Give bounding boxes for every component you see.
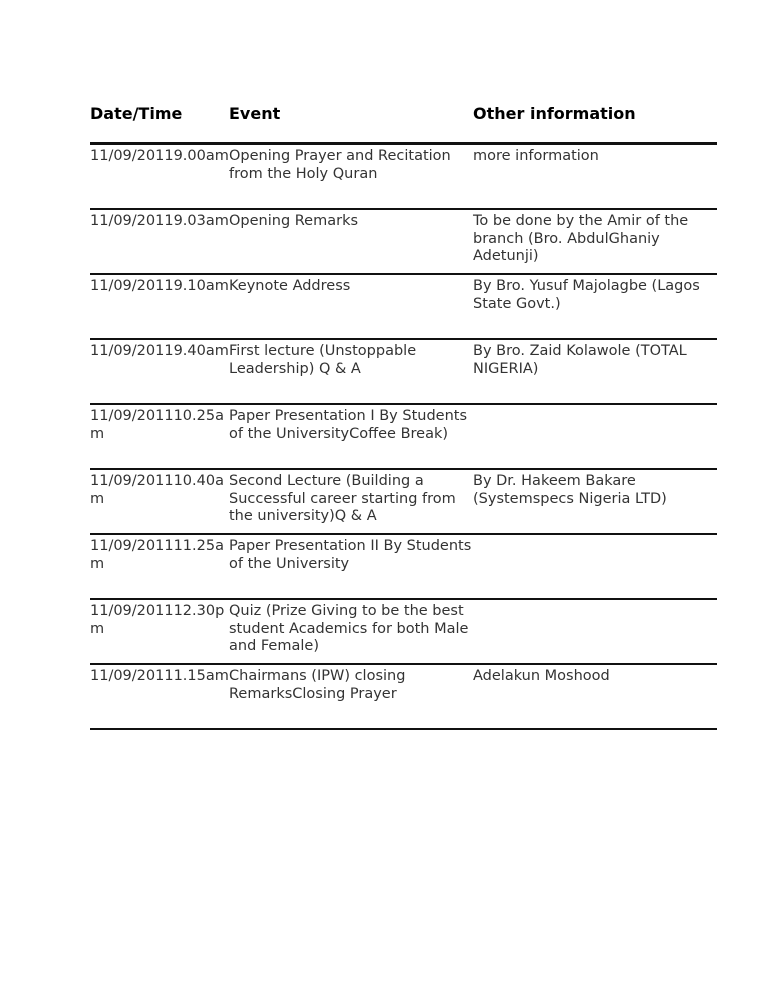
header-event: Event bbox=[229, 104, 281, 123]
table-row bbox=[90, 145, 717, 210]
cell-event: Paper Presentation II By Students of the University bbox=[229, 538, 472, 572]
table-row bbox=[90, 275, 717, 340]
cell-datetime: 11/09/20119.40am bbox=[90, 343, 229, 359]
cell-other-information bbox=[473, 603, 717, 663]
table-row bbox=[90, 210, 717, 275]
cell-datetime: 11/09/20111.15am bbox=[90, 668, 229, 684]
table-row bbox=[90, 535, 717, 600]
table-row bbox=[90, 340, 717, 405]
header-other-information: Other information bbox=[473, 104, 636, 123]
cell-event: Opening Remarks bbox=[229, 213, 359, 229]
cell-event: Keynote Address bbox=[229, 278, 351, 294]
cell-datetime: 11/09/201110.40am bbox=[90, 473, 224, 507]
cell-datetime: 11/09/20119.03am bbox=[90, 213, 229, 229]
cell-other-information bbox=[473, 408, 717, 468]
table-row bbox=[90, 600, 717, 665]
cell-other-information: more information bbox=[473, 148, 599, 164]
table-header bbox=[90, 104, 717, 145]
table-row bbox=[90, 470, 717, 535]
cell-datetime: 11/09/20119.10am bbox=[90, 278, 229, 294]
cell-event: First lecture (Unstoppable Leadership) Q & A bbox=[229, 343, 417, 377]
cell-other-information bbox=[473, 538, 717, 598]
table-row bbox=[90, 405, 717, 470]
cell-event: Paper Presentation I By Students of the UniversityCoffee Break) bbox=[229, 408, 468, 442]
header-datetime: Date/Time bbox=[90, 104, 183, 123]
cell-datetime: 11/09/201110.25am bbox=[90, 408, 224, 442]
cell-other-information: By Dr. Hakeem Bakare (Systemspecs Nigeria LTD) bbox=[473, 473, 667, 507]
cell-datetime: 11/09/20119.00am bbox=[90, 148, 229, 164]
cell-datetime: 11/09/201111.25am bbox=[90, 538, 224, 572]
cell-other-information: By Bro. Yusuf Majolagbe (Lagos State Govt.) bbox=[473, 278, 700, 312]
cell-event: Quiz (Prize Giving to be the best student Academics for both Male and Female) bbox=[229, 603, 469, 654]
cell-other-information: Adelakun Moshood bbox=[473, 668, 610, 684]
schedule-table bbox=[90, 104, 717, 730]
cell-datetime: 11/09/201112.30pm bbox=[90, 603, 225, 637]
cell-event: Second Lecture (Building a Successful career starting from the university)Q & A bbox=[229, 473, 456, 524]
cell-other-information: By Bro. Zaid Kolawole (TOTAL NIGERIA) bbox=[473, 343, 687, 377]
table-row bbox=[90, 665, 717, 730]
cell-other-information: To be done by the Amir of the branch (Bro. AbdulGhaniy Adetunji) bbox=[473, 213, 689, 264]
cell-event: Opening Prayer and Recitation from the Holy Quran bbox=[229, 148, 451, 182]
cell-event: Chairmans (IPW) closing RemarksClosing Prayer bbox=[229, 668, 406, 702]
